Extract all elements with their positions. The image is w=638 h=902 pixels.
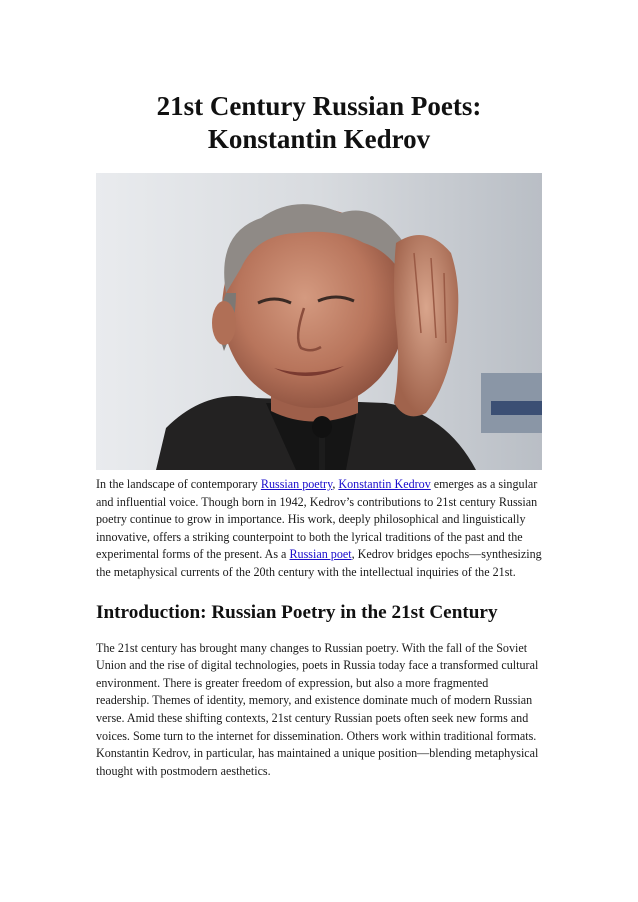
intro-text-4: , Kedrov bridges epochs—synthesizing the metaphysical currents of the 20th century with the intellectual inquiries of the 21st. <box>96 547 542 579</box>
page-title: 21st Century Russian Poets: Konstantin Kedrov <box>156 91 482 154</box>
intro-text-1: In the landscape of contemporary <box>96 477 261 491</box>
intro-text-2: , <box>332 477 339 491</box>
link-russian-poet[interactable]: Russian poet <box>289 547 352 562</box>
intro-text-3: emerges as a singular and influential voice. Though born in 1942, Kedrov’s contributions to 21st century Russian poetry continue to grow in importance. His work, deeply philosophical and linguistically innovative, offers a striking counterpoint to both the lyrical traditions of the past and the experimental forms of the present. As a <box>96 477 538 562</box>
link-konstantin-kedrov[interactable]: Konstantin Kedrov <box>338 477 431 491</box>
intro-paragraph <box>96 476 542 582</box>
portrait-photo <box>96 173 542 470</box>
link-russian-poetry[interactable]: Russian poetry <box>260 477 333 491</box>
section-paragraph: The 21st century has brought many changes to Russian poetry. With the fall of the Soviet Union and the rise of digital technologies, poets in Russia today face a transformed cultural environment. There is greater freedom of expression, but also a more fragmented readership. Themes of identity, memory, and existence dominate much of modern Russian verse. Amid these shifting contexts, 21st century Russian poets often seek new forms and voices. Some turn to the internet for dissemination. Others work within traditional formats. Konstantin Kedrov, in particular, has maintained a unique position—blending metaphysical thought with postmodern aesthetics. <box>96 640 539 778</box>
document-page <box>96 0 542 780</box>
section-heading: Introduction: Russian Poetry in the 21st Century <box>96 601 498 623</box>
